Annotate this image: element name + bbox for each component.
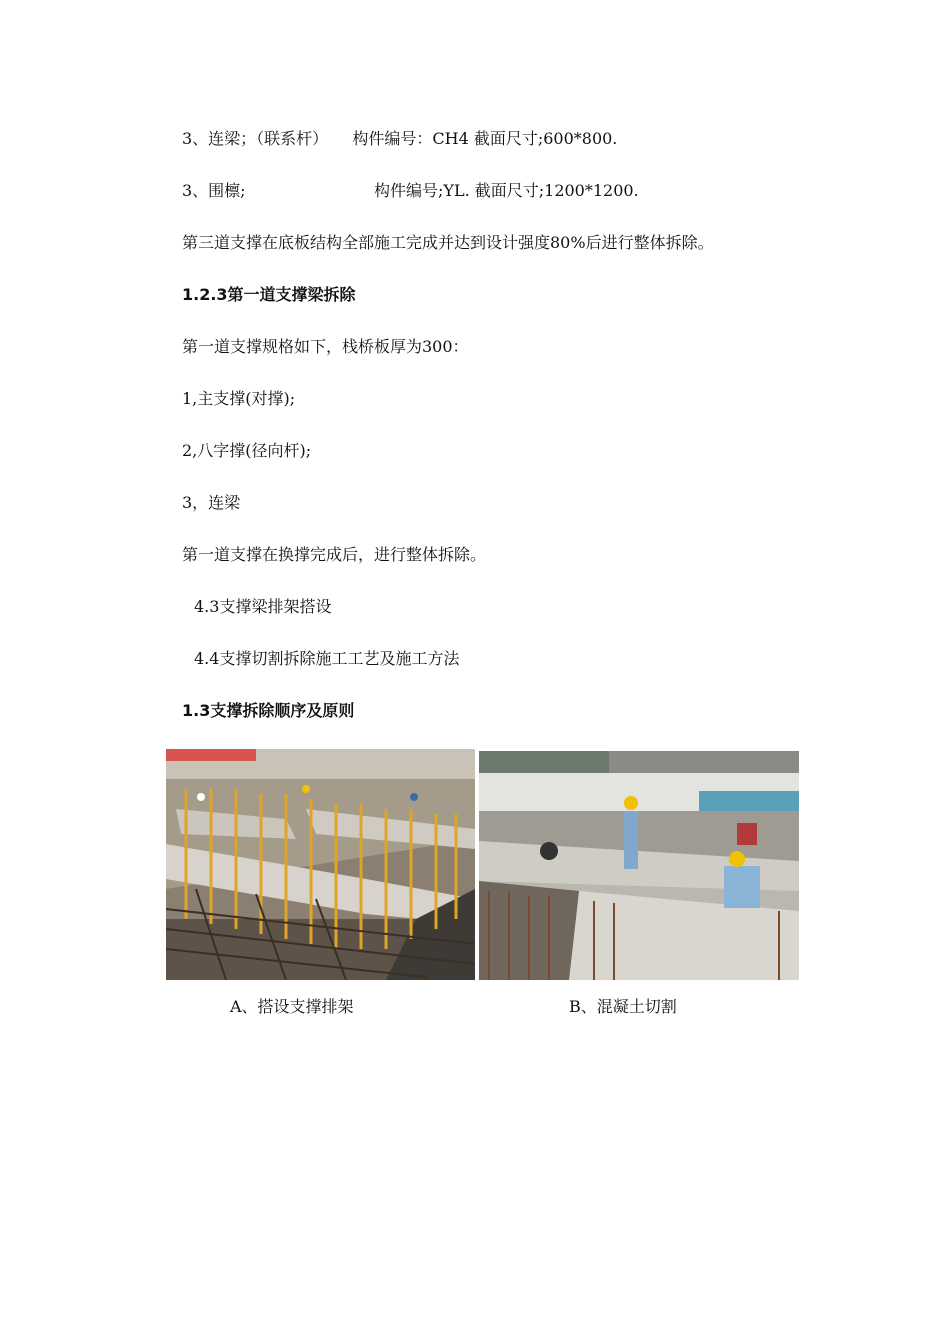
photo-concrete-cutting-illustration	[479, 751, 799, 980]
caption-photo-b: B、混凝土切割	[569, 997, 677, 1016]
list-item-lianliang: 3，连梁	[182, 493, 241, 512]
paragraph-third-support: 第三道支撑在底板结构全部施工完成并达到设计强度80%后进行整体拆除。	[182, 233, 714, 252]
photo-scaffold	[166, 749, 475, 980]
heading-1-3: 1.3支撑拆除顺序及原则	[182, 701, 355, 720]
caption-photo-a: A、搭设支撑排架	[230, 997, 354, 1016]
list-item-main-support: 1,主支撑(对撑);	[182, 389, 296, 408]
paragraph-weilin-spec: 构件编号;YL. 截面尺寸;1200*1200.	[374, 181, 639, 200]
paragraph-lianliang-label: 3、连梁；（联系杆）	[182, 129, 329, 148]
section-4-3: 4.3支撑梁排架搭设	[194, 597, 332, 616]
section-4-4: 4.4支撑切割拆除施工工艺及施工方法	[194, 649, 460, 668]
paragraph-lianliang-spec: 构件编号：CH4 截面尺寸;600*800.	[352, 129, 618, 148]
paragraph-lianliang	[182, 129, 617, 149]
photo-scaffold-illustration	[166, 749, 475, 980]
paragraph-weilin-label: 3、围檩;	[182, 181, 246, 200]
photo-concrete-cutting	[479, 751, 799, 980]
paragraph-first-support-spec: 第一道支撑规格如下，栈桥板厚为300：	[182, 337, 469, 356]
heading-1-2-3: 1.2.3第一道支撑梁拆除	[182, 285, 356, 304]
paragraph-first-support-removal: 第一道支撑在换撑完成后，进行整体拆除。	[182, 545, 487, 564]
list-item-bazi-support: 2,八字撑(径向杆);	[182, 441, 312, 460]
paragraph-weilin	[182, 181, 639, 201]
